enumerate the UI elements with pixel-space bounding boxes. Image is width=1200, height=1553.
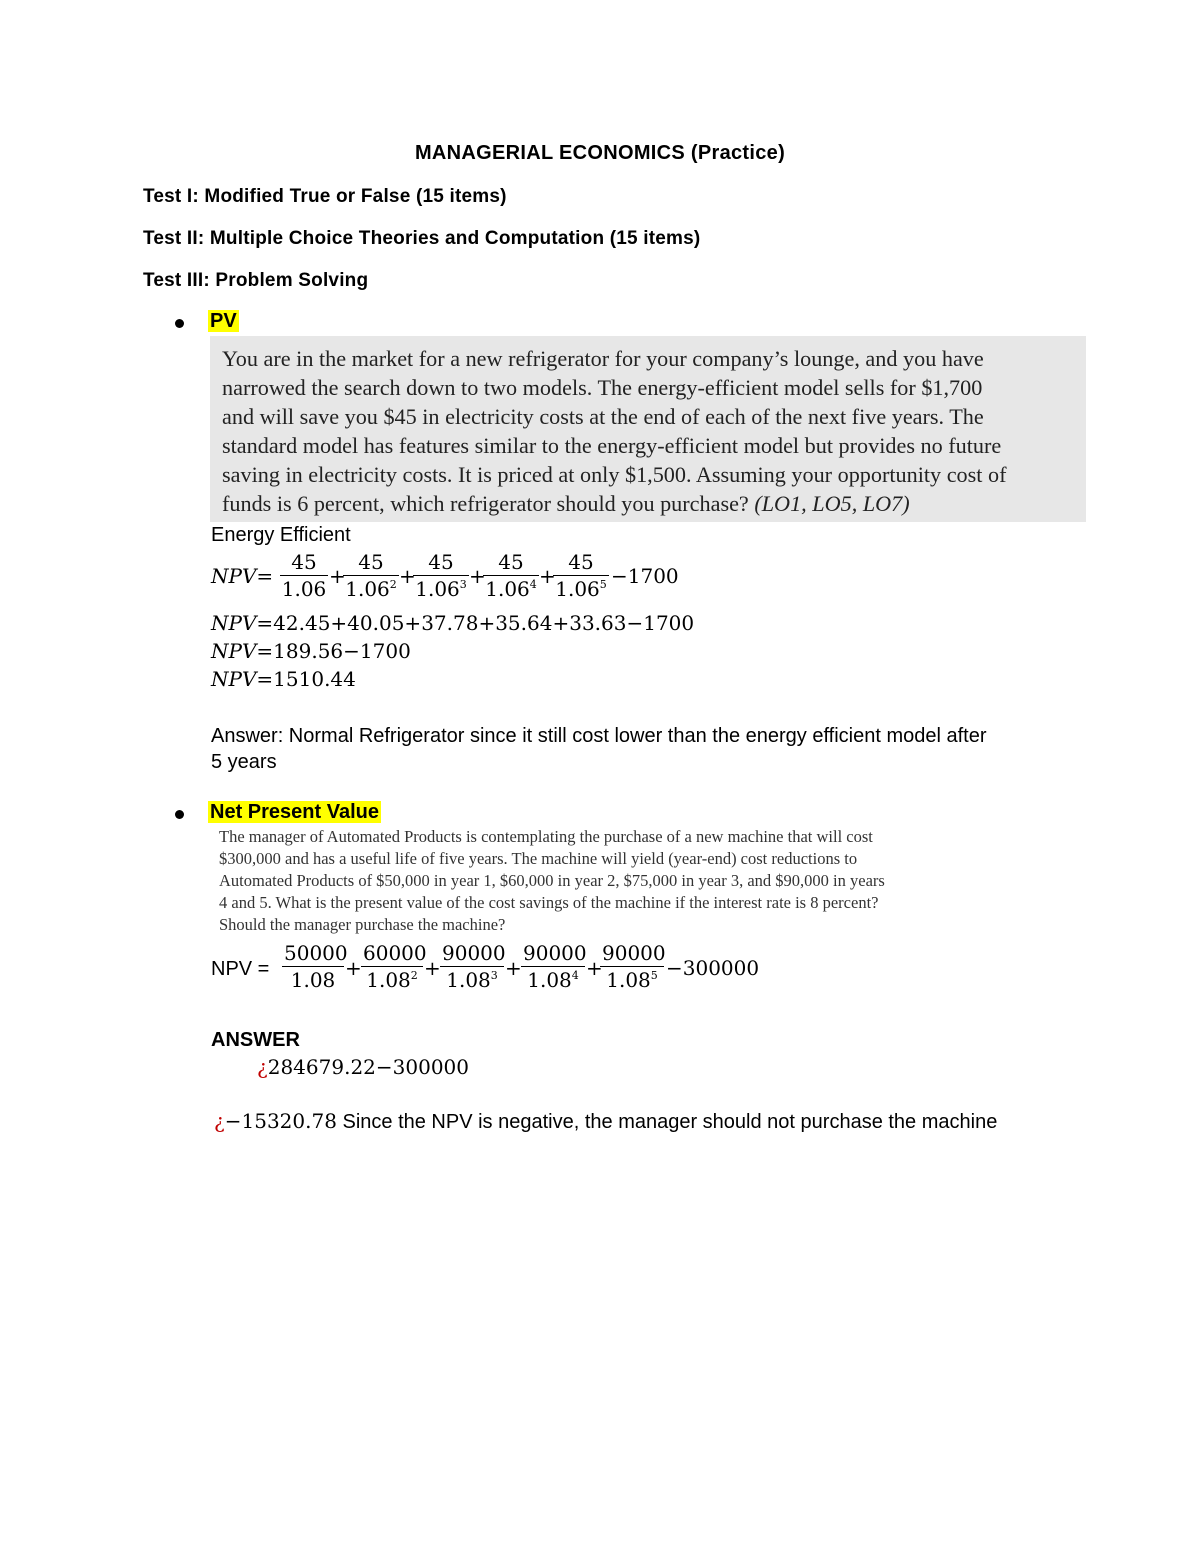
fraction: $\frac{45}{1.06^2}$	[343, 550, 399, 601]
problem-1-box	[210, 336, 1086, 522]
problem-1-line: standard model has features similar to the energy-efficient model but provides no future	[222, 433, 1002, 458]
fraction: $\frac{50000}{1.08}$	[284, 941, 348, 992]
plus-sign: +	[505, 956, 522, 980]
glyph-icon: ¿	[214, 1109, 225, 1133]
problem-1-line-last: funds is 6 percent, which refrigerator should you purchase? (LO1, LO5, LO7)	[222, 491, 910, 516]
energy-efficient-label: Energy Efficient	[211, 524, 351, 546]
glyph-icon: ¿	[257, 1055, 268, 1079]
formula-1-step4: NPV=1510.44	[211, 667, 356, 691]
formula-1-step2: NPV=42.45+40.05+37.78+35.64+33.63−1700	[211, 611, 695, 635]
test-2-heading: Test II: Multiple Choice Theories and Computation (15 items)	[143, 228, 701, 249]
plus-sign: +	[424, 956, 441, 980]
learning-objectives: (LO1, LO5, LO7)	[754, 491, 910, 516]
section-npv-heading	[208, 801, 381, 824]
section-pv-heading	[208, 310, 239, 333]
fraction: $\frac{90000}{1.08^3}$	[442, 941, 506, 992]
problem-2-text: The manager of Automated Products is contemplating the purchase of a new machine that will cost $300,000 and has a useful life of five years. The machine will yield (year-end) cost reductions to Automated Products of $50,000 in year 1, $60,000 in year 2, $75,000 in year 3, and $90,000 in years 4 and 5. What is the present value of the cost savings of the machine if the interest rate is 8 percent? Should the manager purchase the machine?	[219, 827, 885, 934]
problem-1-line: You are in the market for a new refrigerator for your company’s lounge, and you have	[222, 346, 984, 371]
formula-2-tail: −300000	[666, 956, 760, 980]
fraction: $\frac{90000}{1.08^4}$	[523, 941, 587, 992]
plus-sign: +	[329, 564, 346, 588]
test-3-heading: Test III: Problem Solving	[143, 270, 369, 291]
plus-sign: +	[399, 564, 416, 588]
problem-1-line: and will save you $45 in electricity costs at the end of each of the next five years. The	[222, 404, 984, 429]
page-title: MANAGERIAL ECONOMICS (Practice)	[414, 142, 786, 164]
npv-label: NPV =	[211, 958, 270, 980]
answer-1: Answer: Normal Refrigerator since it still cost lower than the energy efficient model after 5 years	[211, 725, 987, 773]
bullet-icon	[175, 319, 184, 328]
npv-symbol: NPV	[211, 564, 257, 588]
fraction: $\frac{45}{1.06^4}$	[483, 550, 539, 601]
plus-sign: +	[345, 956, 362, 980]
fraction: $\frac{90000}{1.08^5}$	[602, 941, 666, 992]
problem-1-text	[222, 344, 1082, 518]
plus-sign: +	[586, 956, 603, 980]
section-pv-heading-text: PV	[210, 310, 237, 332]
answer-calc: ¿284679.22−300000	[257, 1055, 469, 1079]
section-npv-heading-text: Net Present Value	[210, 801, 379, 823]
fraction: $\frac{60000}{1.08^2}$	[363, 941, 427, 992]
fraction: $\frac{45}{1.06^3}$	[413, 550, 469, 601]
plus-sign: +	[539, 564, 556, 588]
fraction: $\frac{45}{1.06^5}$	[553, 550, 609, 601]
plus-sign: +	[469, 564, 486, 588]
formula-1: NPV=	[211, 564, 274, 588]
answer-heading: ANSWER	[211, 1029, 300, 1051]
problem-1-line: narrowed the search down to two models. The energy-efficient model sells for $1,700	[222, 375, 983, 400]
formula-1-tail: −1700	[611, 564, 679, 588]
problem-1-line: saving in electricity costs. It is priced at only $1,500. Assuming your opportunity cost of	[222, 462, 1007, 487]
formula-1-step3: NPV=189.56−1700	[211, 639, 411, 663]
test-1-heading: Test I: Modified True or False (15 items)	[143, 186, 507, 207]
fraction: $\frac{45}{1.06}$	[281, 550, 327, 601]
answer-result: ¿−15320.78 Since the NPV is negative, the manager should not purchase the machine	[214, 1109, 998, 1133]
bullet-icon	[175, 810, 184, 819]
